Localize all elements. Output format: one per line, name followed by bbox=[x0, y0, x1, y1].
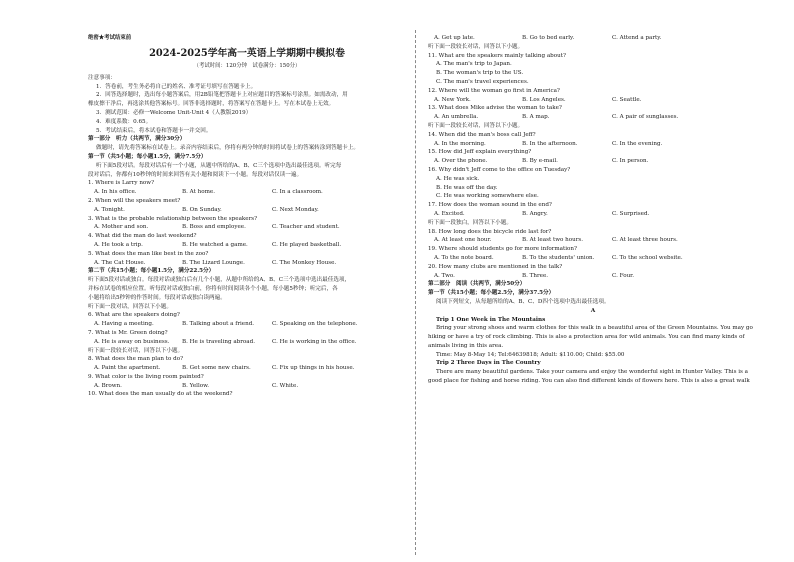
options-15 bbox=[428, 157, 758, 166]
option-a: A. Over the phone. bbox=[434, 158, 488, 165]
options-1 bbox=[88, 188, 406, 197]
section1-intro: 听下面5段对话。每段对话后有一个小题，从题中所给的A、B、C三个选项中选出最佳选项。听完每 bbox=[96, 162, 342, 169]
section2-intro: 小题将给出5秒钟的作答时间。每段对话或独白读两遍。 bbox=[88, 294, 226, 301]
right-column bbox=[428, 34, 758, 386]
options-13 bbox=[428, 113, 758, 122]
options-19 bbox=[428, 254, 758, 263]
listen-instruction: 听下面一段独白，回答以下小题。 bbox=[428, 219, 512, 226]
option-c: C. Four. bbox=[612, 272, 635, 279]
option-b: B. To the students' union. bbox=[522, 254, 595, 261]
option-a: A. The man's trip to Japan. bbox=[436, 61, 512, 68]
option-b: B. By e-mail. bbox=[522, 158, 558, 165]
question-8: 8. What does the man plan to do? bbox=[88, 356, 184, 363]
option-a: A. To the note board. bbox=[434, 254, 494, 261]
question-9: 9. What color is the living room painted? bbox=[88, 373, 204, 380]
option-b: B. Get some new chairs. bbox=[182, 365, 251, 372]
question-10: 10. What does the man usually do at the weekend? bbox=[88, 391, 233, 398]
trip1-title: Trip 1 One Week in The Mountains bbox=[436, 316, 546, 323]
option-b: B. Angry. bbox=[522, 210, 548, 217]
note-line: 4．难度系数：0.65。 bbox=[96, 118, 152, 125]
options-4 bbox=[88, 241, 406, 250]
question-14: 14. When did the man's boss call Jeff? bbox=[428, 131, 536, 138]
part1-intro: 做题时，请先将答案标在试卷上。录音内容结束后，你将有两分钟的时间将试卷上的答案转涂到答题卡上。 bbox=[96, 145, 359, 152]
option-a: A. He is away on business. bbox=[94, 338, 170, 345]
option-a: A. At least one hour. bbox=[434, 237, 492, 244]
option-a: A. Mother and son. bbox=[94, 224, 149, 231]
listen-instruction: 听下面一段对话，回答以下小题。 bbox=[88, 303, 172, 310]
option-c: C. In person. bbox=[612, 158, 649, 165]
option-a: A. Get up late. bbox=[434, 35, 475, 41]
option-a: A. Excited. bbox=[434, 210, 465, 217]
question-12: 12. Where will the woman go first in America? bbox=[428, 87, 560, 94]
option-b: B. Go to bed early. bbox=[522, 35, 575, 41]
option-c: C. In the evening. bbox=[612, 140, 663, 147]
trip2-text: There are many beautiful gardens. Take your camera and enjoy the wonderful sight in Hunter Valley. This is a bbox=[436, 369, 749, 376]
options-9 bbox=[88, 382, 406, 391]
note-line: 1．答卷前，考生务必将自己的姓名、准考证号填写在答题卡上。 bbox=[96, 83, 257, 90]
question-20: 20. How many clubs are mentioned in the talk? bbox=[428, 263, 563, 270]
option-a: A. He was sick. bbox=[436, 175, 480, 182]
option-c: C. Speaking on the telephone. bbox=[272, 321, 358, 328]
passage-label: A bbox=[590, 307, 596, 314]
options-20 bbox=[428, 272, 758, 281]
question-17: 17. How does the woman sound in the end? bbox=[428, 202, 552, 209]
option-c: C. He played basketball. bbox=[272, 241, 342, 248]
option-c: C. Fix up things in his house. bbox=[272, 365, 355, 372]
option-a: A. An umbrella. bbox=[434, 114, 479, 121]
option-a: A. In the morning. bbox=[434, 140, 486, 147]
options-14 bbox=[428, 140, 758, 149]
options-8 bbox=[88, 364, 406, 373]
question-3: 3. What is the probable relationship between the speakers? bbox=[88, 215, 258, 222]
question-16: 16. Why didn't Jeff come to the office on Tuesday? bbox=[428, 166, 571, 173]
question-6: 6. What are the speakers doing? bbox=[88, 312, 180, 319]
option-c: C. He was working somewhere else. bbox=[436, 193, 539, 200]
option-a: A. Tonight. bbox=[94, 206, 125, 213]
options-6 bbox=[88, 320, 406, 329]
option-c: C. The Monkey House. bbox=[272, 259, 337, 266]
option-a: A. Having a meeting. bbox=[94, 321, 154, 328]
question-7: 7. What is Mr. Green doing? bbox=[88, 329, 168, 336]
option-b: B. Yellow. bbox=[182, 382, 210, 389]
option-c: C. White. bbox=[272, 382, 299, 389]
part2-title: 第二部分 阅读（共两节，满分50分） bbox=[428, 281, 526, 288]
option-b: B. He was off the day. bbox=[436, 184, 498, 191]
listen-instruction: 听下面一段较长对话，回答以下小题。 bbox=[88, 347, 184, 354]
option-a: A. He took a trip. bbox=[94, 241, 143, 248]
section2-intro: 听下面5段对话或独白。每段对话或独白后有几个小题，从题中所给的A、B、C三个选项中选出最佳选项， bbox=[88, 277, 351, 284]
option-c: C. He is working in the office. bbox=[272, 338, 357, 345]
part1-title: 第一部分 听力（共两节，满分30分） bbox=[88, 136, 186, 143]
option-b: B. On Sunday. bbox=[182, 206, 222, 213]
option-b: B. At least two hours. bbox=[522, 237, 584, 244]
question-13: 13. What does Mike advise the woman to take? bbox=[428, 105, 562, 112]
option-b: B. Three. bbox=[522, 272, 549, 279]
question-18: 18. How long does the bicycle ride last for? bbox=[428, 228, 552, 235]
question-4: 4. What did the man do last weekend? bbox=[88, 233, 197, 240]
option-a: A. Brown. bbox=[94, 382, 122, 389]
exam-title: 2024-2025学年高一英语上学期期中模拟卷 bbox=[149, 47, 345, 59]
options-18 bbox=[428, 236, 758, 245]
question-2: 2. When will the speakers meet? bbox=[88, 197, 181, 204]
option-c: C. To the school website. bbox=[612, 254, 683, 261]
option-b: B. In the afternoon. bbox=[522, 140, 578, 147]
exam-subtitle: （考试时间：120分钟 试卷满分：150分） bbox=[193, 62, 301, 69]
option-c: C. Teacher and student. bbox=[272, 224, 340, 231]
option-b: B. The woman's trip to the US. bbox=[436, 70, 524, 77]
note-line: 2．回答选择题时，选出每小题答案后，用2B铅笔把答题卡上对应题目的答案标号涂黑。如需改动，用 bbox=[96, 92, 348, 99]
option-b: B. The Lizard Lounge. bbox=[182, 259, 245, 266]
question-1: 1. Where is Larry now? bbox=[88, 180, 155, 187]
option-a: A. In his office. bbox=[94, 189, 137, 196]
options-10 bbox=[428, 34, 758, 43]
part2-section1-title: 第一节（共15小题；每小题2.5分，满分37.5分） bbox=[428, 290, 555, 297]
section1-title: 第一节（共5小题；每小题1.5分，满分7.5分） bbox=[88, 153, 207, 160]
option-c: C. In a classroom. bbox=[272, 189, 323, 196]
notes-title: 注意事项： bbox=[88, 74, 116, 81]
listen-instruction: 听下面一段较长对话，回答以下小题。 bbox=[428, 43, 524, 50]
column-divider bbox=[415, 30, 416, 555]
section1-intro: 段对话后，你都有10秒钟的时间来回答有关小题和阅读下一小题。每段对话仅读一遍。 bbox=[88, 171, 303, 178]
option-c: C. A pair of sunglasses. bbox=[612, 114, 679, 121]
confidential-label: 绝密★考试结束前 bbox=[88, 35, 132, 41]
question-19: 19. Where should students go for more information? bbox=[428, 246, 578, 253]
option-b: B. A map. bbox=[522, 114, 550, 121]
option-a: A. Two. bbox=[434, 272, 455, 279]
listen-instruction: 听下面一段较长对话，回答以下小题。 bbox=[428, 122, 524, 129]
option-c: C. The man's travel experiences. bbox=[436, 78, 529, 85]
option-b: B. He is traveling abroad. bbox=[182, 338, 255, 345]
options-17 bbox=[428, 210, 758, 219]
options-7 bbox=[88, 338, 406, 347]
question-11: 11. What are the speakers mainly talking about? bbox=[428, 52, 566, 59]
option-c: C. At least three hours. bbox=[612, 237, 678, 244]
question-15: 15. How did Jeff explain everything? bbox=[428, 149, 532, 156]
option-b: B. Los Angeles. bbox=[522, 96, 566, 103]
option-c: C. Next Monday. bbox=[272, 206, 319, 213]
trip1-info: Time: May 8-May 14; Tel:64639818; Adult: $110.00; Child: $55.00 bbox=[436, 351, 625, 358]
trip1-text: animals living in this area. bbox=[428, 342, 504, 349]
option-b: B. Boss and employee. bbox=[182, 224, 246, 231]
option-a: A. New York. bbox=[434, 96, 471, 103]
trip2-text: good place for fishing and horse riding. You can also find different kinds of flowers here. This is also a great walk bbox=[428, 378, 750, 385]
part2-intro: 阅读下列短文，从每题所给的A、B、C、D四个选项中选出最佳选项。 bbox=[436, 298, 610, 305]
option-b: B. He watched a game. bbox=[182, 241, 248, 248]
question-5: 5. What does the man like best in the zoo? bbox=[88, 250, 209, 257]
options-3 bbox=[88, 223, 406, 232]
note-line: 5．考试结束后，将本试卷和答题卡一并交回。 bbox=[96, 127, 212, 134]
option-c: C. Surprised. bbox=[612, 210, 650, 217]
left-column bbox=[88, 34, 406, 399]
option-b: B. Talking about a friend. bbox=[182, 321, 255, 328]
options-2 bbox=[88, 206, 406, 215]
trip1-text: hiking or have a try of rock climbing. This is also a protection area for wild animals. You can find many kinds of bbox=[428, 334, 745, 341]
section2-intro: 并标在试卷的相应位置。听每段对话或独白前，你将有时间阅读各个小题，每小题5秒钟；听完后，各 bbox=[88, 285, 338, 292]
note-line: 橡皮擦干净后，再选涂其他答案标号。回答非选择题时，将答案写在答题卡上。写在本试卷上无效。 bbox=[88, 101, 335, 108]
section2-title: 第二节（共15小题；每小题1.5分，满分22.5分） bbox=[88, 268, 215, 275]
option-b: B. At home. bbox=[182, 189, 215, 196]
options-5 bbox=[88, 259, 406, 268]
option-c: C. Seattle. bbox=[612, 96, 642, 103]
trip1-text: Bring your strong shoes and warm clothes for this walk in a beautiful area of the Green Mountains. You may go bbox=[436, 325, 753, 332]
option-c: C. Attend a party. bbox=[612, 35, 662, 41]
trip2-title: Trip 2 Three Days in The Country bbox=[436, 360, 541, 367]
note-line: 3．测试范围：必修一Welcome Unit-Unit 4（人教版2019） bbox=[96, 109, 252, 116]
option-a: A. Paint the apartment. bbox=[94, 365, 161, 372]
options-12 bbox=[428, 96, 758, 105]
option-a: A. The Cat House. bbox=[94, 259, 146, 266]
